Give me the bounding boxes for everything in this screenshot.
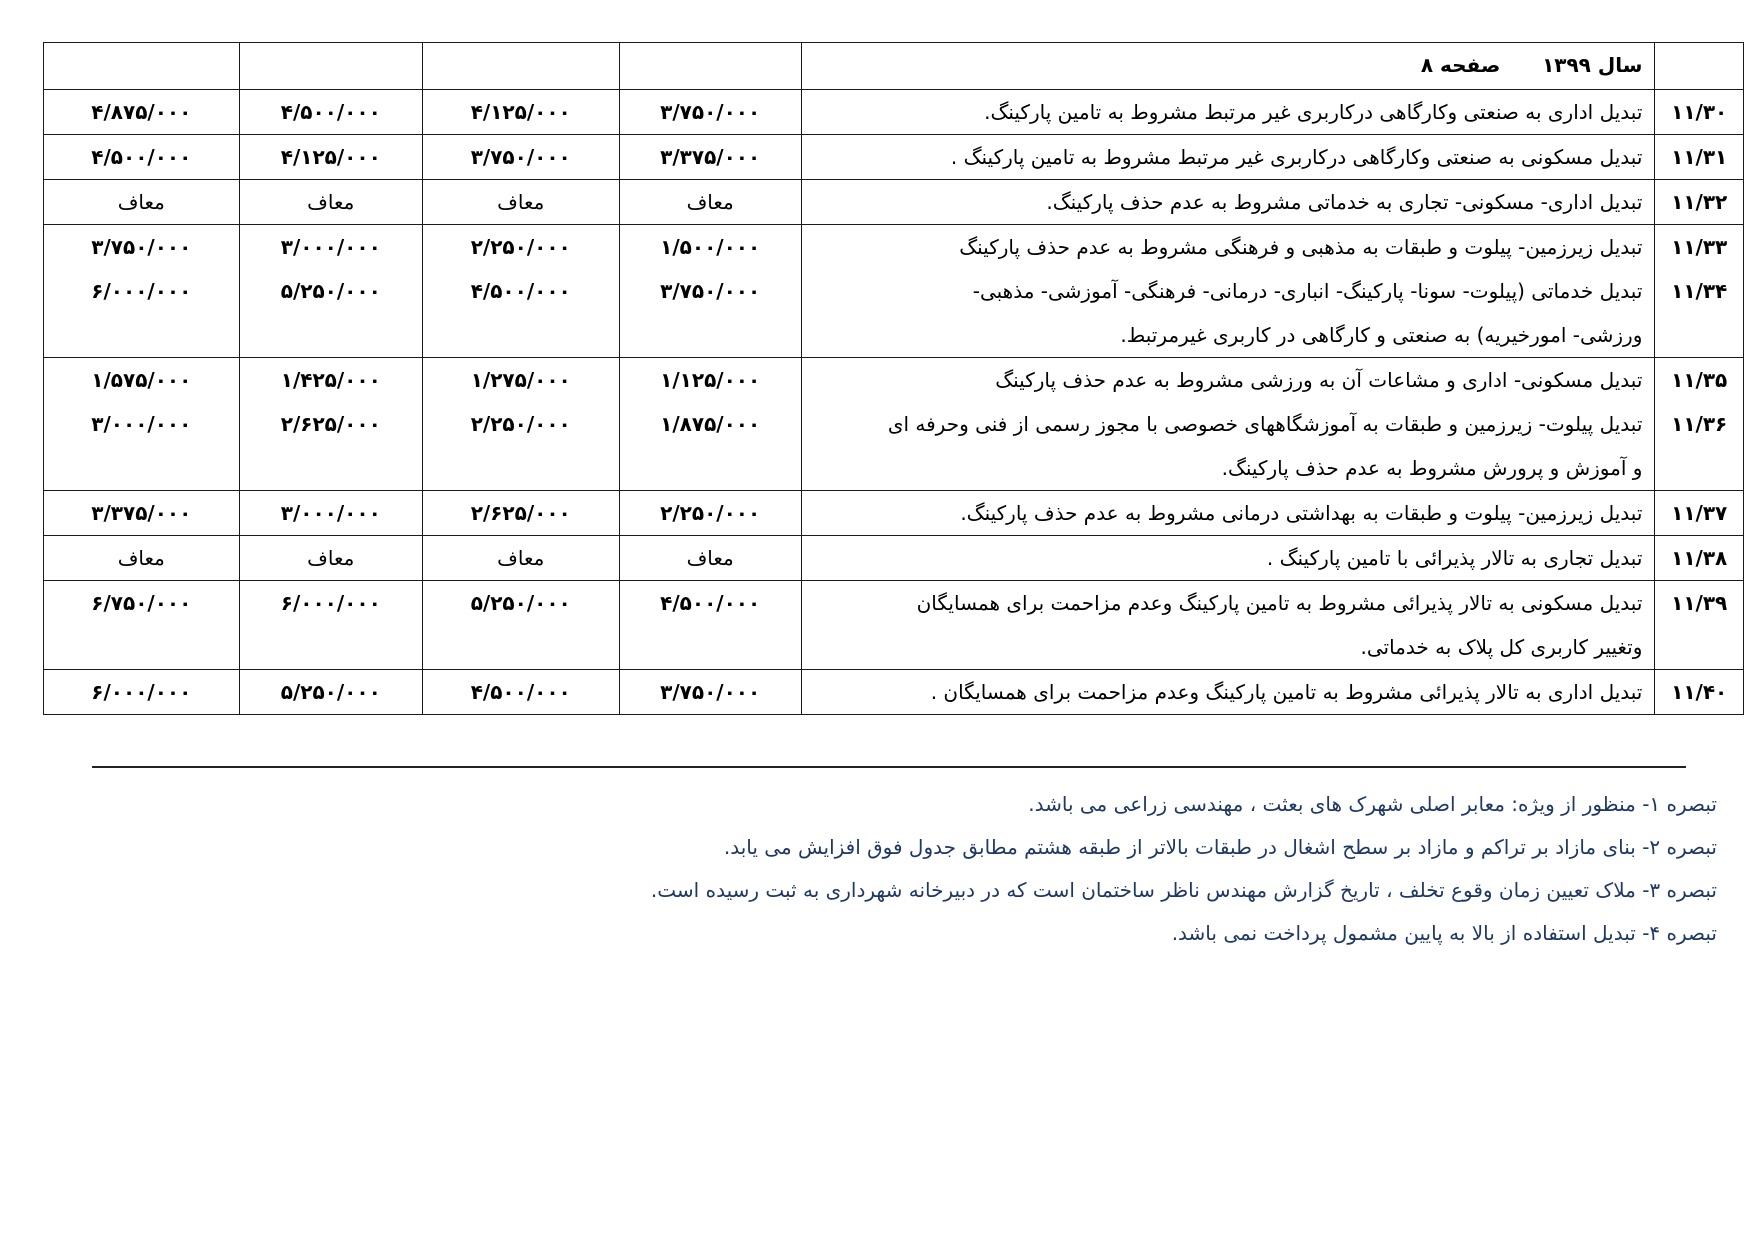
notes-section [317, 783, 1717, 955]
rate-value: ۶/۰۰۰/۰۰۰ [91, 279, 192, 303]
row-description: تبدیل اداری- مسکونی- تجاری به خدماتی مشروط به عدم حذف پارکینگ. [1046, 190, 1643, 214]
rate-value-cell [619, 536, 801, 581]
row-description: تبدیل مسکونی- اداری و مشاعات آن به ورزشی مشروط به عدم حذف پارکینگ [995, 368, 1643, 392]
row-description: تبدیل تجاری به تالار پذیرائی با تامین پارکینگ . [1266, 546, 1643, 570]
rate-value-cell [422, 491, 619, 536]
rate-value: ۱/۲۷۵/۰۰۰ [470, 368, 571, 392]
table-row [44, 135, 1744, 180]
rate-value: ۵/۲۵۰/۰۰۰ [470, 591, 571, 615]
rate-value: ۳/۳۷۵/۰۰۰ [91, 501, 192, 525]
table-row [44, 581, 1744, 670]
rate-value: ۳/۷۵۰/۰۰۰ [91, 235, 192, 259]
rate-value: ۱/۵۰۰/۰۰۰ [660, 235, 761, 259]
row-description: وتغییر کاربری کل پلاک به خدماتی. [1360, 635, 1643, 659]
rate-value-cell [619, 90, 801, 135]
row-description-cell [801, 225, 1655, 358]
row-code-cell [1655, 90, 1744, 135]
row-code-cell [1655, 536, 1744, 581]
rate-value: معاف [307, 546, 355, 570]
table-row [44, 180, 1744, 225]
row-code-cell [1655, 670, 1744, 715]
row-description: تبدیل اداری به تالار پذیرائی مشروط به تامین پارکینگ وعدم مزاحمت برای همسایگان . [930, 680, 1643, 704]
separator-line [92, 766, 1686, 768]
rate-value-cell [239, 491, 422, 536]
row-description-cell [801, 536, 1655, 581]
rate-value-cell [44, 90, 240, 135]
rate-value: ۳/۰۰۰/۰۰۰ [91, 412, 192, 436]
rate-value-cell [239, 225, 422, 358]
rate-value: ۵/۲۵۰/۰۰۰ [280, 680, 381, 704]
rate-value: معاف [686, 190, 734, 214]
row-code-cell [1655, 135, 1744, 180]
table-header-row [44, 43, 1744, 90]
rate-value-cell [44, 225, 240, 358]
row-code-cell [1655, 491, 1744, 536]
table-row [44, 225, 1744, 358]
rate-value: ۴/۸۷۵/۰۰۰ [91, 100, 192, 124]
rate-value-cell [239, 670, 422, 715]
rate-value-cell [619, 225, 801, 358]
rate-value: معاف [497, 546, 545, 570]
note-3: تبصره ۳- ملاک تعیین زمان وقوع تخلف ، تاریخ گزارش مهندس ناظر ساختمان است که در دبیرخانه شهرداری به ثبت رسیده است. [650, 878, 1717, 902]
rate-value: ۲/۶۲۵/۰۰۰ [470, 501, 571, 525]
rate-value-cell [619, 581, 801, 670]
rate-value: ۳/۰۰۰/۰۰۰ [280, 501, 381, 525]
rate-value-cell [619, 180, 801, 225]
row-description: تبدیل مسکونی به تالار پذیرائی مشروط به تامین پارکینگ وعدم مزاحمت برای همسایگان [916, 591, 1643, 615]
rate-value-cell [422, 225, 619, 358]
rate-value: ۵/۲۵۰/۰۰۰ [280, 279, 381, 303]
rate-value: معاف [497, 190, 545, 214]
rate-value: معاف [307, 190, 355, 214]
rate-value-cell [619, 670, 801, 715]
row-code-cell [1655, 180, 1744, 225]
row-description-cell [801, 180, 1655, 225]
tariff-table [43, 42, 1744, 715]
rate-value-cell [239, 90, 422, 135]
row-description: تبدیل اداری به صنعتی وکارگاهی درکاربری غیر مرتبط مشروط به تامین پارکینگ. [984, 100, 1643, 124]
row-code-cell [1655, 225, 1744, 358]
rate-value: ۲/۲۵۰/۰۰۰ [470, 235, 571, 259]
rate-value: ۳/۳۷۵/۰۰۰ [660, 145, 761, 169]
header-value-cell [422, 43, 619, 90]
rate-value: ۴/۱۲۵/۰۰۰ [470, 100, 571, 124]
rate-value: ۲/۲۵۰/۰۰۰ [660, 501, 761, 525]
rate-value: ۳/۷۵۰/۰۰۰ [660, 279, 761, 303]
rate-value-cell [422, 90, 619, 135]
rate-value-cell [44, 536, 240, 581]
rate-value: ۲/۲۵۰/۰۰۰ [470, 412, 571, 436]
row-code: ۱۱/۳۹ [1671, 591, 1728, 615]
row-description: تبدیل خدماتی (پیلوت- سونا- پارکینگ- انباری- درمانی- فرهنگی- آموزشی- مذهبی- [972, 279, 1643, 303]
row-code: ۱۱/۳۲ [1671, 190, 1728, 214]
row-code: ۱۱/۳۷ [1671, 501, 1728, 525]
note-2: تبصره ۲- بنای مازاد بر تراکم و مازاد بر سطح اشغال در طبقات بالاتر از طبقه هشتم مطابق جدول فوق افزایش می یابد. [723, 835, 1717, 859]
table-row [44, 358, 1744, 491]
rate-value: ۴/۵۰۰/۰۰۰ [470, 680, 571, 704]
rate-value-cell [44, 581, 240, 670]
rate-value: ۳/۷۵۰/۰۰۰ [660, 100, 761, 124]
page-title: سال ۱۳۹۹ صفحه ۸ [801, 43, 1655, 90]
row-description-cell [801, 358, 1655, 491]
row-description-cell [801, 670, 1655, 715]
row-code: ۱۱/۳۵ [1671, 368, 1728, 392]
rate-value: ۳/۷۵۰/۰۰۰ [470, 145, 571, 169]
row-description: تبدیل زیرزمین- پیلوت و طبقات به بهداشتی درمانی مشروط به عدم حذف پارکینگ. [960, 501, 1643, 525]
note-1: تبصره ۱- منظور از ویژه: معابر اصلی شهرک های بعثت ، مهندسی زراعی می باشد. [1028, 792, 1717, 816]
row-code-cell [1655, 358, 1744, 491]
table-row [44, 491, 1744, 536]
row-code-cell [1655, 581, 1744, 670]
rate-value-cell [619, 135, 801, 180]
header-code-cell [1655, 43, 1744, 90]
rate-value-cell [44, 491, 240, 536]
rate-value-cell [239, 358, 422, 491]
row-code: ۱۱/۳۰ [1671, 100, 1728, 124]
row-code: ۱۱/۳۶ [1671, 412, 1728, 436]
table-row [44, 90, 1744, 135]
row-code: ۱۱/۳۴ [1671, 279, 1728, 303]
row-description: تبدیل مسکونی به صنعتی وکارگاهی درکاربری غیر مرتبط مشروط به تامین پارکینگ . [950, 145, 1643, 169]
rate-value: معاف [117, 190, 165, 214]
row-description-cell [801, 90, 1655, 135]
rate-value-cell [619, 491, 801, 536]
rate-value-cell [422, 536, 619, 581]
rate-value: معاف [686, 546, 734, 570]
rate-value: ۴/۵۰۰/۰۰۰ [91, 145, 192, 169]
row-code: ۱۱/۳۸ [1671, 546, 1728, 570]
rate-value-cell [422, 670, 619, 715]
rate-value: ۴/۵۰۰/۰۰۰ [470, 279, 571, 303]
rate-value-cell [619, 358, 801, 491]
row-code: ۱۱/۴۰ [1671, 680, 1728, 704]
rate-value-cell [44, 358, 240, 491]
rate-value: ۱/۴۲۵/۰۰۰ [280, 368, 381, 392]
header-value-cell [239, 43, 422, 90]
rate-value-cell [239, 536, 422, 581]
rate-value: ۱/۱۲۵/۰۰۰ [660, 368, 761, 392]
rate-value: ۳/۷۵۰/۰۰۰ [660, 680, 761, 704]
rate-value: ۶/۰۰۰/۰۰۰ [280, 591, 381, 615]
rate-value-cell [239, 180, 422, 225]
rate-value: ۶/۰۰۰/۰۰۰ [91, 680, 192, 704]
row-description-cell [801, 491, 1655, 536]
rate-value: ۴/۵۰۰/۰۰۰ [280, 100, 381, 124]
rate-value: ۴/۱۲۵/۰۰۰ [280, 145, 381, 169]
row-description: تبدیل زیرزمین- پیلوت و طبقات به مذهبی و فرهنگی مشروط به عدم حذف پارکینگ [959, 235, 1643, 259]
header-value-cell [44, 43, 240, 90]
rate-value: ۲/۶۲۵/۰۰۰ [280, 412, 381, 436]
row-description-cell [801, 135, 1655, 180]
row-description: و آموزش و پرورش مشروط به عدم حذف پارکینگ. [1221, 456, 1643, 480]
rate-value-cell [422, 581, 619, 670]
row-description: ورزشی- امورخیریه) به صنعتی و کارگاهی در کاربری غیرمرتبط. [1120, 323, 1643, 347]
row-description-cell [801, 581, 1655, 670]
table-row [44, 670, 1744, 715]
rate-value-cell [44, 180, 240, 225]
rate-value-cell [422, 180, 619, 225]
rate-value: معاف [117, 546, 165, 570]
rate-value: ۳/۰۰۰/۰۰۰ [280, 235, 381, 259]
row-description: تبدیل پیلوت- زیرزمین و طبقات به آموزشگاههای خصوصی با مجوز رسمی از فنی وحرفه ای [887, 412, 1643, 436]
rate-value-cell [422, 358, 619, 491]
rate-value: ۱/۸۷۵/۰۰۰ [660, 412, 761, 436]
rate-value-cell [422, 135, 619, 180]
rate-value-cell [239, 135, 422, 180]
rate-value-cell [239, 581, 422, 670]
table-row [44, 536, 1744, 581]
rate-value: ۱/۵۷۵/۰۰۰ [91, 368, 192, 392]
note-4: تبصره ۴- تبدیل استفاده از بالا به پایین مشمول پرداخت نمی باشد. [1171, 921, 1717, 945]
rate-value: ۶/۷۵۰/۰۰۰ [91, 591, 192, 615]
row-code: ۱۱/۳۳ [1671, 235, 1728, 259]
row-code: ۱۱/۳۱ [1671, 145, 1728, 169]
rate-value: ۴/۵۰۰/۰۰۰ [660, 591, 761, 615]
rate-value-cell [44, 135, 240, 180]
rate-value-cell [44, 670, 240, 715]
header-value-cell [619, 43, 801, 90]
